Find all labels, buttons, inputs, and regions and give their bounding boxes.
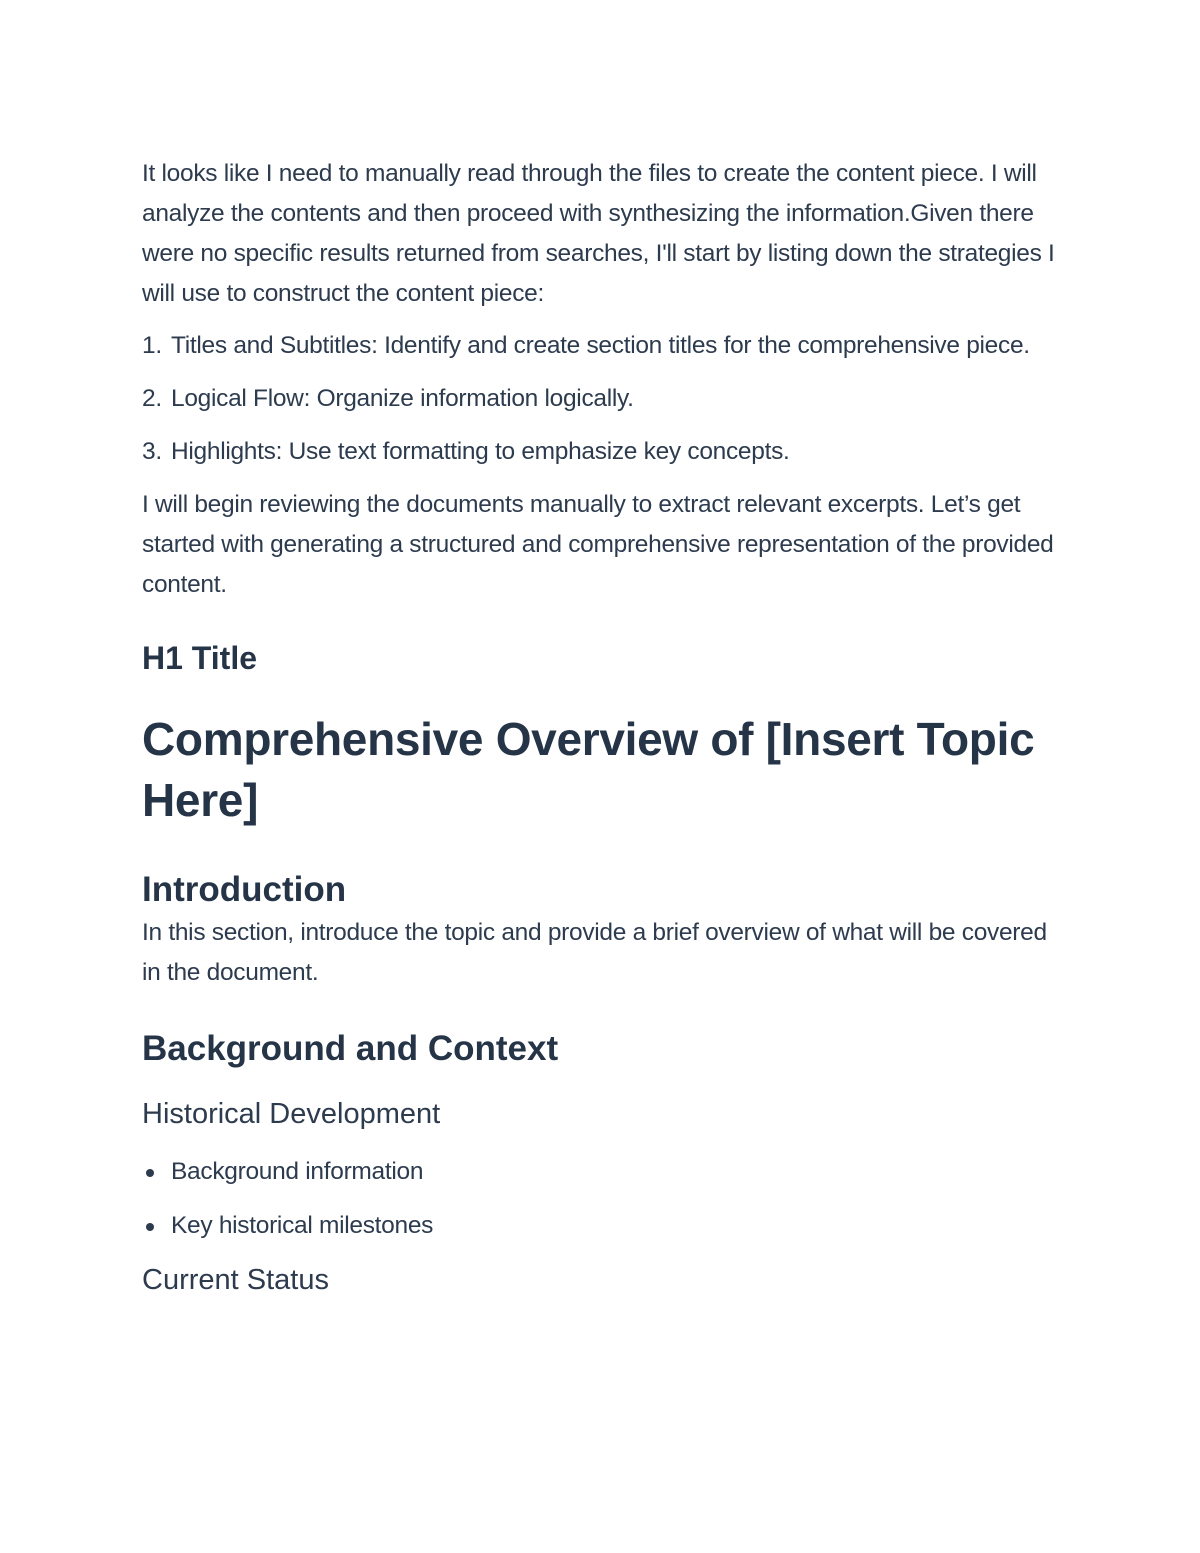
history-bullet-list: [142, 1152, 1062, 1246]
introduction-heading: Introduction: [142, 870, 347, 909]
strategy-list: [142, 326, 1062, 472]
list-item: Background information: [142, 1152, 1062, 1192]
historical-development-heading: Historical Development: [142, 1098, 441, 1130]
list-number: 1.: [142, 332, 162, 359]
list-item: Key historical milestones: [142, 1206, 1062, 1246]
list-number: 3.: [142, 438, 162, 465]
document-page: [142, 154, 1062, 1300]
background-heading: Background and Context: [142, 1029, 559, 1068]
list-item: [142, 432, 1062, 472]
list-number: 2.: [142, 385, 162, 412]
h1-label: H1 Title: [142, 640, 257, 676]
list-item-text: Titles and Subtitles: Identify and create section titles for the comprehensive piece.: [171, 332, 1030, 359]
list-item-text: Logical Flow: Organize information logically.: [171, 385, 634, 412]
list-item-text: Highlights: Use text formatting to emphasize key concepts.: [171, 438, 790, 465]
current-status-heading: Current Status: [142, 1264, 329, 1296]
list-item: [142, 379, 1062, 419]
closing-paragraph: I will begin reviewing the documents manually to extract relevant excerpts. Let’s get started with generating a structured and comprehensive representation of the provided content.: [142, 491, 1054, 598]
list-item: [142, 326, 1062, 366]
intro-paragraph: It looks like I need to manually read through the files to create the content piece. I will analyze the contents and then proceed with synthesizing the information.Given there were no specific results returned from searches, I'll start by listing down the strategies I will use to construct the content piece:: [142, 160, 1055, 307]
page-title: Comprehensive Overview of [Insert Topic Here]: [142, 713, 1035, 826]
introduction-text: In this section, introduce the topic and provide a brief overview of what will be covered in the document.: [142, 919, 1047, 986]
